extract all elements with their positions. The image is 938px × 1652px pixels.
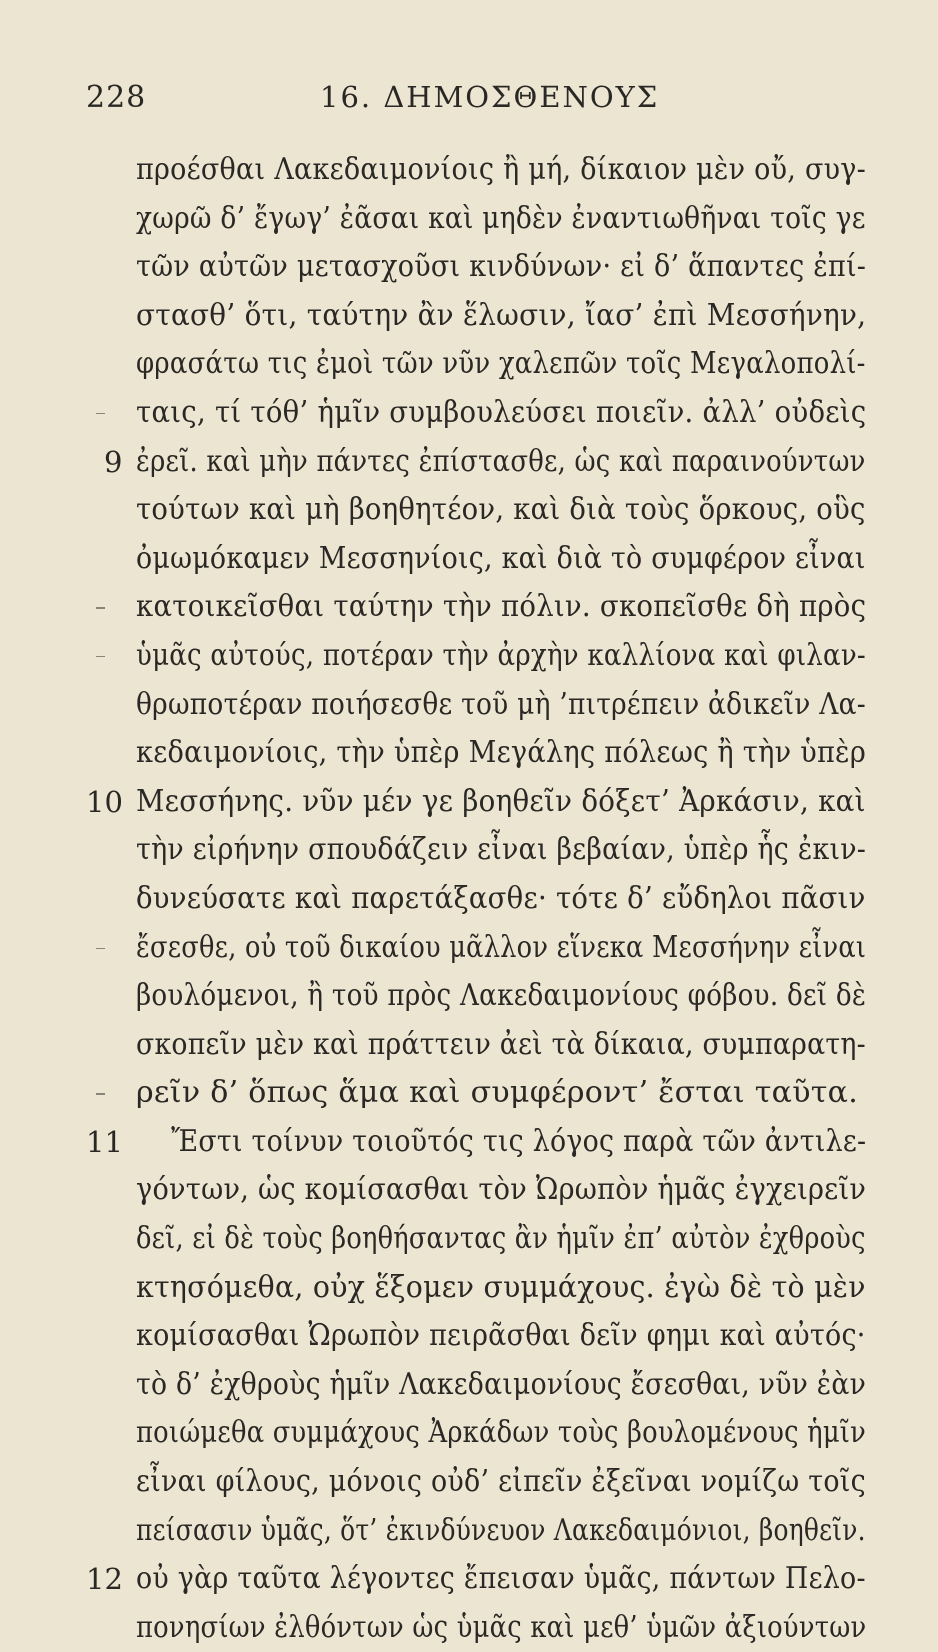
text-line: κομίσασθαι Ὠρωπὸν πειρᾶσθαι δεῖν φημι καὶ αὐτός·: [136, 1318, 866, 1354]
text-line: τῶν αὐτῶν μετασχοῦσι κινδύνων· εἰ δ’ ἅπαντες ἐπί-: [136, 249, 867, 285]
text-line: ἔσεσθε, οὐ τοῦ δικαίου μᾶλλον εἵνεκα Μεσσήνην εἶναι: [0, 924, 938, 973]
text-line: 9 ἐρεῖ. καὶ μὴν πάντες ἐπίστασθε, ὡς καὶ παραινούντων: [0, 438, 938, 487]
text-line: γόντων, ὡς κομίσασθαι τὸν Ὠρωπὸν ἡμᾶς ἐγχειρεῖν: [136, 1172, 867, 1208]
text-line: τούτων καὶ μὴ βοηθητέον, καὶ διὰ τοὺς ὅρκους, οὓς: [136, 492, 866, 528]
text-line: βουλόμενοι, ἢ τοῦ πρὸς Λακεδαιμονίους φόβου. δεῖ δὲ: [136, 978, 867, 1014]
margin-mark: [96, 948, 105, 950]
page-header: [0, 80, 938, 120]
text-line: κεδαιμονίοις, τὴν ὑπὲρ Μεγάλης πόλεως ἢ τὴν ὑπὲρ: [136, 735, 867, 771]
section-number: 12: [86, 1562, 123, 1597]
text-line: ρεῖν δ’ ὅπως ἅμα καὶ συμφέροντ’ ἔσται ταῦτα.: [0, 1069, 938, 1118]
text-line: κατοικεῖσθαι ταύτην τὴν πόλιν. σκοπεῖσθε δὴ πρὸς: [0, 583, 938, 632]
section-number: 10: [86, 784, 123, 819]
section-number: 9: [104, 444, 123, 479]
text-line: ποιώμεθα συμμάχους Ἀρκάδων τοὺς βουλομένους ἡμῖν: [136, 1415, 867, 1451]
text-line: 11 Ἔστι τοίνυν τοιοῦτός τις λόγος παρὰ τῶν ἀντιλε-: [0, 1118, 938, 1167]
text-line: κτησόμεθα, οὐχ ἕξομεν συμμάχους. ἐγὼ δὲ τὸ μὲν: [136, 1269, 866, 1305]
text-line: προέσθαι Λακεδαιμονίοις ἢ μή, δίκαιον μὲν οὔ, συγ-: [136, 152, 867, 187]
text-line: τὸ δ’ ἐχθροὺς ἡμῖν Λακεδαιμονίους ἔσεσθαι, νῦν ἐὰν: [136, 1366, 867, 1402]
text-line: δεῖ, εἰ δὲ τοὺς βοηθήσαντας ἂν ἡμῖν ἐπ’ αὐτὸν ἐχθροὺς: [136, 1221, 866, 1257]
text-line: φρασάτω τις ἐμοὶ τῶν νῦν χαλεπῶν τοῖς Μεγαλοπολί-: [136, 346, 866, 382]
text-line: ὀμωμόκαμεν Μεσσηνίοις, καὶ διὰ τὸ συμφέρον εἶναι: [136, 540, 866, 576]
page-number: 228: [86, 80, 147, 115]
margin-mark: [96, 413, 105, 415]
margin-mark: [96, 656, 105, 658]
text-line: πείσασιν ὑμᾶς, ὅτ’ ἐκινδύνευον Λακεδαιμόνιοι, βοηθεῖν.: [136, 1512, 866, 1548]
text-line: τὴν εἰρήνην σπουδάζειν εἶναι βεβαίαν, ὑπὲρ ἧς ἐκιν-: [136, 832, 867, 868]
margin-mark: [96, 1093, 105, 1095]
text-line: 10 Μεσσήνης. νῦν μέν γε βοηθεῖν δόξετ’ Ἀρκάσιν, καὶ: [0, 778, 938, 827]
body-text: [0, 146, 938, 1652]
margin-mark: [96, 607, 105, 609]
text-line: δυνεύσατε καὶ παρετάξασθε· τότε δ’ εὔδηλοι πᾶσιν: [136, 880, 866, 916]
text-line: χωρῶ δ’ ἔγωγ’ ἐᾶσαι καὶ μηδὲν ἐναντιωθῆναι τοῖς γε: [136, 200, 866, 236]
running-head: 16. ΔΗΜΟΣΘΕΝΟΥΣ: [320, 80, 660, 114]
text-line: 12 οὐ γὰρ ταῦτα λέγοντες ἔπεισαν ὑμᾶς, πάντων Πελο-: [0, 1555, 938, 1604]
text-line: θρωποτέραν ποιήσεσθε τοῦ μὴ ’πιτρέπειν ἀδικεῖν Λα-: [136, 686, 866, 722]
section-number: 11: [86, 1124, 123, 1159]
text-line: εἶναι φίλους, μόνοις οὐδ’ εἰπεῖν ἐξεῖναι νομίζω τοῖς: [136, 1464, 866, 1500]
text-line: ὑμᾶς αὐτούς, ποτέραν τὴν ἀρχὴν καλλίονα καὶ φιλαν-: [0, 632, 938, 681]
text-line: πονησίων ἐλθόντων ὡς ὑμᾶς καὶ μεθ’ ὑμῶν ἀξιούντων: [136, 1609, 867, 1645]
text-line: σκοπεῖν μὲν καὶ πράττειν ἀεὶ τὰ δίκαια, συμπαρατη-: [136, 1026, 866, 1062]
text-line: στασθ’ ὅτι, ταύτην ἂν ἕλωσιν, ἴασ’ ἐπὶ Μεσσήνην,: [136, 297, 867, 333]
text-line: ταις, τί τόθ’ ἡμῖν συμβουλεύσει ποιεῖν. ἀλλ’ οὐδεὶς: [0, 389, 938, 438]
